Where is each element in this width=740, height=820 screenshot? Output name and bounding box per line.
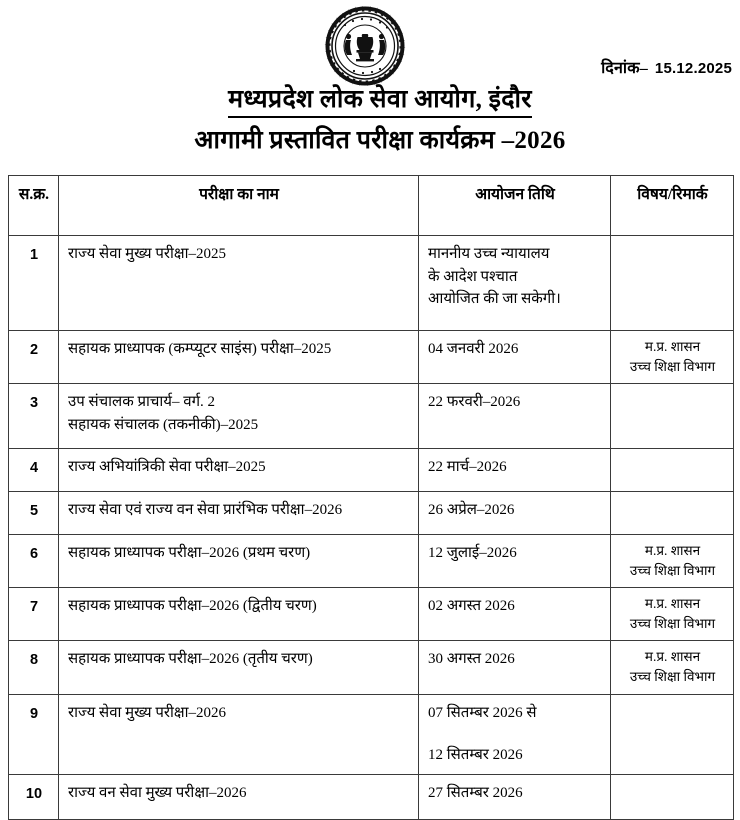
cell-exam-name-line: सहायक प्राध्यापक परीक्षा–2026 (द्वितीय चरण) [68, 598, 317, 615]
column-header-date: आयोजन तिथि [419, 176, 611, 236]
cell-exam-remark [611, 236, 734, 331]
cell-exam-name-line: राज्य अभियांत्रिकी सेवा परीक्षा–2025 [68, 459, 266, 476]
cell-exam-date-line: माननीय उच्च न्यायालय [428, 246, 550, 262]
cell-exam-remark-line: म.प्र. शासन [644, 543, 701, 559]
cell-exam-name [59, 331, 419, 384]
cell-exam-date-line: 22 मार्च–2026 [428, 459, 507, 476]
cell-exam-date [419, 694, 611, 774]
cell-exam-remark-line: उच्च शिक्षा विभाग [629, 615, 716, 631]
cell-exam-date-line: 27 सितम्बर 2026 [428, 784, 523, 801]
cell-exam-remark [611, 641, 734, 694]
cell-exam-remark-line: उच्च शिक्षा विभाग [629, 668, 716, 684]
table-header-row [9, 176, 734, 236]
cell-exam-date [419, 535, 611, 588]
cell-exam-date [419, 774, 611, 819]
cell-exam-name [59, 641, 419, 694]
cell-exam-remark [611, 694, 734, 774]
cell-exam-remark [611, 774, 734, 819]
cell-exam-date [419, 641, 611, 694]
table-row [9, 694, 734, 774]
cell-exam-date-line: के आदेश पश्चात [428, 268, 518, 285]
cell-exam-name-line: सहायक प्राध्यापक परीक्षा–2026 (तृतीय चरण) [68, 651, 313, 668]
page-title [0, 84, 740, 158]
cell-exam-remark-line: म.प्र. शासन [644, 596, 701, 612]
cell-serial-number: 1 [9, 236, 59, 331]
cell-exam-remark-line: उच्च शिक्षा विभाग [629, 562, 716, 578]
cell-exam-name [59, 384, 419, 449]
table-row [9, 535, 734, 588]
cell-exam-date-line: 22 फरवरी–2026 [428, 394, 521, 411]
table-row [9, 774, 734, 819]
mppsc-emblem-icon [322, 6, 408, 86]
cell-serial-number: 2 [9, 331, 59, 384]
table-row [9, 588, 734, 641]
cell-exam-date-line: 04 जनवरी 2026 [428, 341, 519, 357]
cell-exam-remark [611, 535, 734, 588]
cell-exam-name-line: सहायक प्राध्यापक परीक्षा–2026 (प्रथम चरण) [68, 545, 311, 562]
cell-exam-name [59, 236, 419, 331]
cell-exam-date-line: 07 सितम्बर 2026 से [428, 704, 537, 721]
cell-exam-date [419, 588, 611, 641]
cell-serial-number: 8 [9, 641, 59, 694]
cell-exam-date-line: 12 जुलाई–2026 [428, 545, 517, 562]
cell-exam-remark-line: म.प्र. शासन [644, 649, 701, 665]
cell-exam-name [59, 449, 419, 492]
cell-serial-number: 7 [9, 588, 59, 641]
cell-serial-number: 4 [9, 449, 59, 492]
table-row [9, 449, 734, 492]
cell-exam-name-line: सहायक संचालक (तकनीकी)–2025 [68, 416, 259, 433]
cell-exam-date-line: आयोजित की जा सकेगी। [428, 291, 561, 307]
title-subject: आगामी प्रस्तावित परीक्षा कार्यक्रम –2026 [194, 127, 566, 155]
cell-exam-date [419, 331, 611, 384]
cell-exam-date [419, 449, 611, 492]
cell-exam-remark [611, 449, 734, 492]
date-label: दिनांक– [601, 60, 648, 77]
cell-exam-date [419, 384, 611, 449]
cell-exam-name [59, 774, 419, 819]
date-value: 15.12.2025 [654, 60, 732, 77]
cell-exam-date-line: 12 सितम्बर 2026 [428, 747, 523, 763]
cell-exam-name-line: राज्य वन सेवा मुख्य परीक्षा–2026 [68, 784, 247, 801]
cell-exam-name [59, 694, 419, 774]
cell-exam-name-line: राज्य सेवा मुख्य परीक्षा–2026 [68, 704, 227, 721]
cell-exam-name [59, 588, 419, 641]
cell-serial-number: 6 [9, 535, 59, 588]
cell-serial-number: 10 [9, 774, 59, 819]
cell-exam-date [419, 492, 611, 535]
table-row [9, 331, 734, 384]
table-body [9, 236, 734, 820]
cell-exam-date-line: 26 अप्रेल–2026 [428, 502, 515, 519]
cell-serial-number: 5 [9, 492, 59, 535]
document-header [0, 0, 740, 168]
column-header-name: परीक्षा का नाम [59, 176, 419, 236]
cell-exam-name [59, 535, 419, 588]
cell-exam-date-line: 30 अगस्त 2026 [428, 651, 515, 668]
cell-exam-remark-line: उच्च शिक्षा विभाग [629, 358, 716, 374]
cell-exam-remark-line: म.प्र. शासन [644, 339, 701, 354]
document-date [601, 56, 732, 78]
cell-serial-number: 3 [9, 384, 59, 449]
cell-exam-remark [611, 588, 734, 641]
cell-exam-date [419, 236, 611, 331]
table-row [9, 236, 734, 331]
title-organisation: मध्यप्रदेश लोक सेवा आयोग, इंदौर [228, 84, 532, 118]
cell-exam-remark [611, 384, 734, 449]
cell-serial-number: 9 [9, 694, 59, 774]
cell-exam-remark [611, 492, 734, 535]
column-header-sno: स.क्र. [9, 176, 59, 236]
cell-exam-name-line: राज्य सेवा एवं राज्य वन सेवा प्रारंभिक परीक्षा–2026 [68, 502, 343, 519]
cell-exam-date-line: 02 अगस्त 2026 [428, 598, 515, 615]
exam-schedule-table [8, 175, 734, 820]
cell-exam-name-line: राज्य सेवा मुख्य परीक्षा–2025 [68, 246, 227, 262]
table-row [9, 641, 734, 694]
column-header-remark: विषय/रिमार्क [611, 176, 734, 236]
table-row [9, 384, 734, 449]
cell-exam-remark [611, 331, 734, 384]
cell-exam-name-line: सहायक प्राध्यापक (कम्प्यूटर साइंस) परीक्षा–2025 [68, 341, 332, 357]
cell-exam-name [59, 492, 419, 535]
cell-exam-name-line: उप संचालक प्राचार्य– वर्ग. 2 [68, 394, 216, 411]
table-row [9, 492, 734, 535]
